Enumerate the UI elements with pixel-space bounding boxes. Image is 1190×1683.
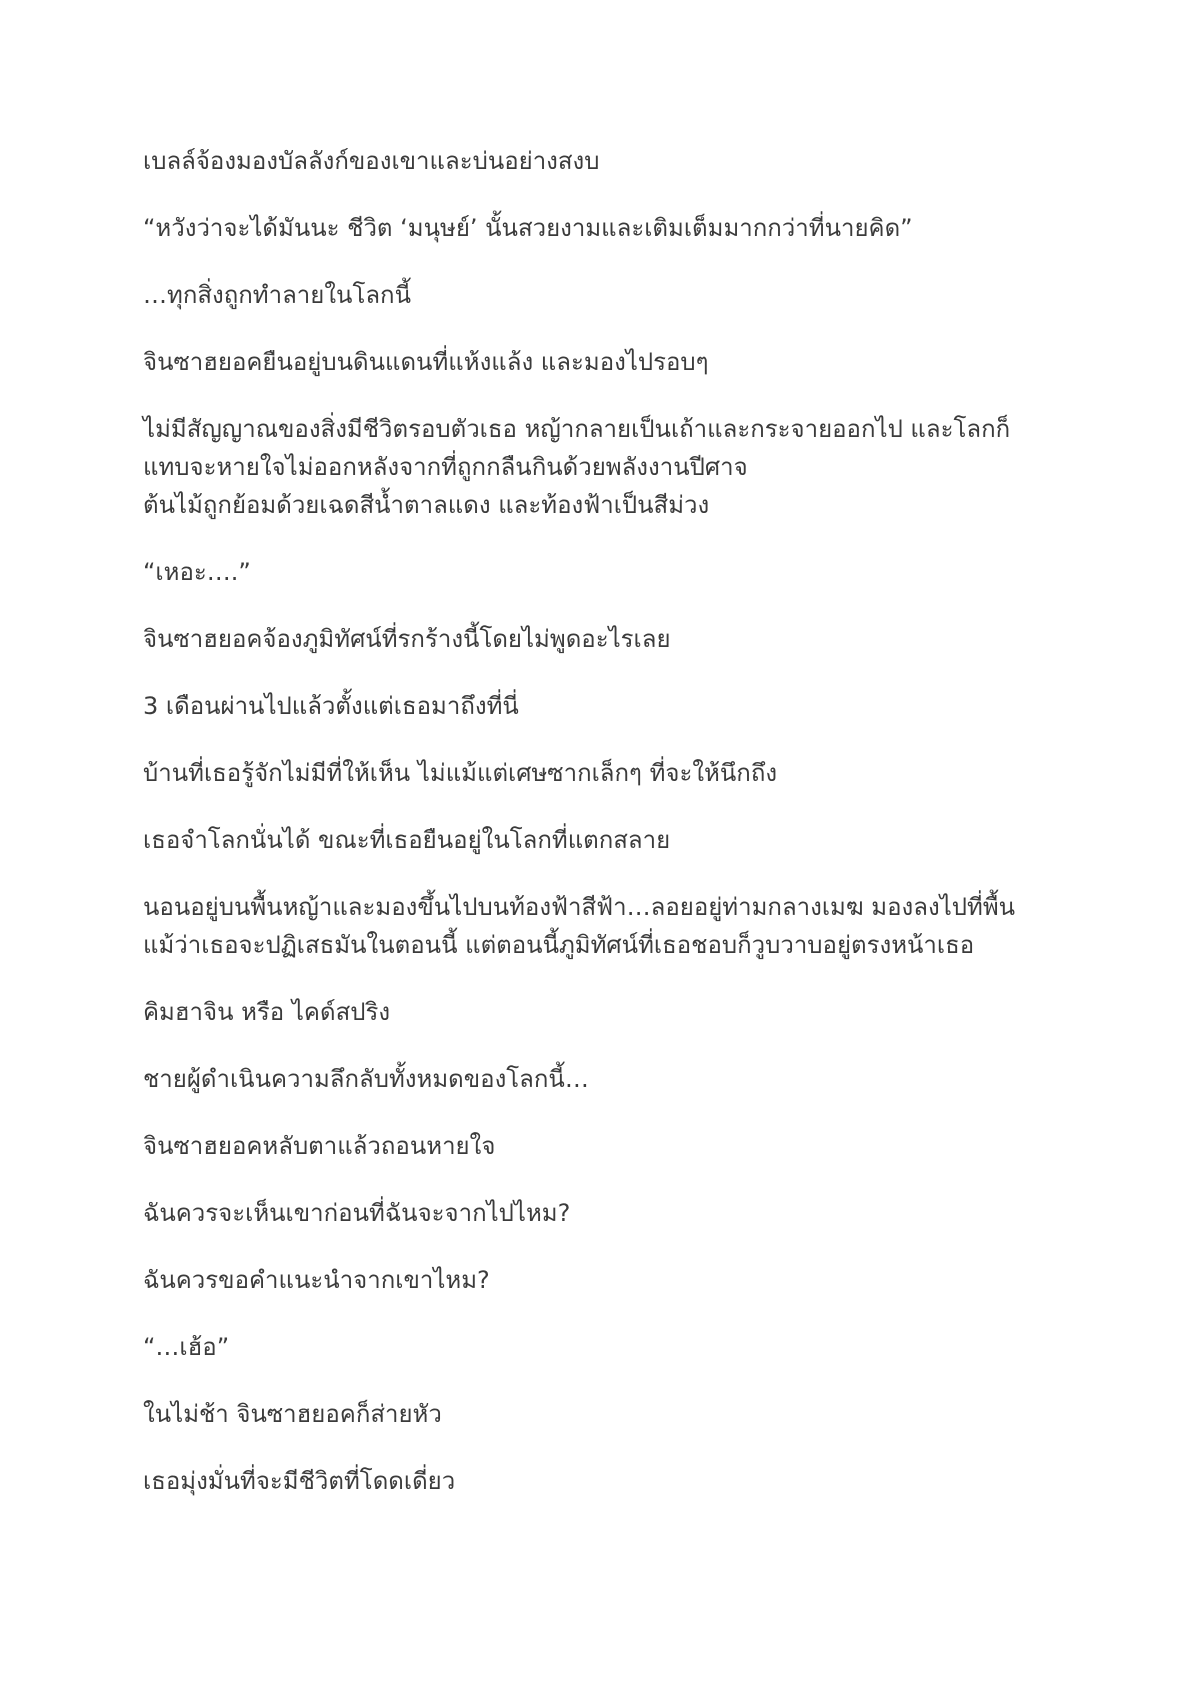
document-body — [143, 142, 1063, 1529]
paragraph — [143, 754, 1063, 792]
text-line: “เหอะ….” — [143, 558, 251, 586]
paragraph — [143, 821, 1063, 859]
paragraph — [143, 343, 1063, 381]
text-line: คิมฮาจิน หรือ ไคด์สปริง — [143, 998, 391, 1026]
text-line: จินซาฮยอคหลับตาแล้วถอนหายใจ — [143, 1132, 496, 1160]
text-line: 3 เดือนผ่านไปแล้วตั้งแต่เธอมาถึงที่นี่ — [143, 692, 519, 720]
paragraph — [143, 1395, 1063, 1433]
paragraph — [143, 410, 1063, 524]
paragraph — [143, 553, 1063, 591]
paragraph — [143, 209, 1063, 247]
text-line: เธอจำโลกนั่นได้ ขณะที่เธอยืนอยู่ในโลกที่แตกสลาย — [143, 826, 671, 854]
text-line: ชายผู้ดำเนินความลึกลับทั้งหมดของโลกนี้… — [143, 1065, 589, 1093]
text-line: …ทุกสิ่งถูกทำลายในโลกนี้ — [143, 281, 411, 309]
paragraph — [143, 1060, 1063, 1098]
text-line: แทบจะหายใจไม่ออกหลังจากที่ถูกกลืนกินด้วยพลังงานปีศาจ — [143, 453, 748, 481]
text-line: จินซาฮยอคจ้องภูมิทัศน์ที่รกร้างนี้โดยไม่พูดอะไรเลย — [143, 625, 671, 653]
text-line: แม้ว่าเธอจะปฏิเสธมันในตอนนี้ แต่ตอนนี้ภูมิทัศน์ที่เธอชอบก็วูบวาบอยู่ตรงหน้าเธอ — [143, 931, 975, 959]
paragraph — [143, 1462, 1063, 1500]
paragraph — [143, 1194, 1063, 1232]
paragraph — [143, 1127, 1063, 1165]
text-line: เบลล์จ้องมองบัลลังก์ของเขาและบ่นอย่างสงบ — [143, 147, 600, 175]
text-line: “หวังว่าจะได้มันนะ ชีวิต ‘มนุษย์’ นั้นสวยงามและเติมเต็มมากกว่าที่นายคิด” — [143, 214, 913, 242]
paragraph — [143, 276, 1063, 314]
text-line: นอนอยู่บนพื้นหญ้าและมองขึ้นไปบนท้องฟ้าสีฟ้า…ลอยอยู่ท่ามกลางเมฆ มองลงไปที่พื้น — [143, 893, 1016, 921]
text-line: เธอมุ่งมั่นที่จะมีชีวิตที่โดดเดี่ยว — [143, 1467, 456, 1495]
paragraph — [143, 1261, 1063, 1299]
paragraph — [143, 620, 1063, 658]
text-line: ในไม่ช้า จินซาฮยอคก็ส่ายหัว — [143, 1400, 442, 1428]
text-line: บ้านที่เธอรู้จักไม่มีที่ให้เห็น ไม่แม้แต่เศษซากเล็กๆ ที่จะให้นึกถึง — [143, 759, 778, 787]
text-line: ฉันควรขอคำแนะนำจากเขาไหม? — [143, 1266, 490, 1294]
text-line: ต้นไม้ถูกย้อมด้วยเฉดสีน้ำตาลแดง และท้องฟ้าเป็นสีม่วง — [143, 491, 710, 519]
text-line: จินซาฮยอคยืนอยู่บนดินแดนที่แห้งแล้ง และมองไปรอบๆ — [143, 348, 709, 376]
text-line: ไม่มีสัญญาณของสิ่งมีชีวิตรอบตัวเธอ หญ้ากลายเป็นเถ้าและกระจายออกไป และโลกก็ — [143, 415, 1011, 443]
paragraph — [143, 687, 1063, 725]
paragraph — [143, 888, 1063, 964]
paragraph — [143, 993, 1063, 1031]
text-line: ฉันควรจะเห็นเขาก่อนที่ฉันจะจากไปไหม? — [143, 1199, 571, 1227]
text-line: “…เฮ้อ” — [143, 1333, 230, 1361]
paragraph — [143, 1328, 1063, 1366]
paragraph — [143, 142, 1063, 180]
